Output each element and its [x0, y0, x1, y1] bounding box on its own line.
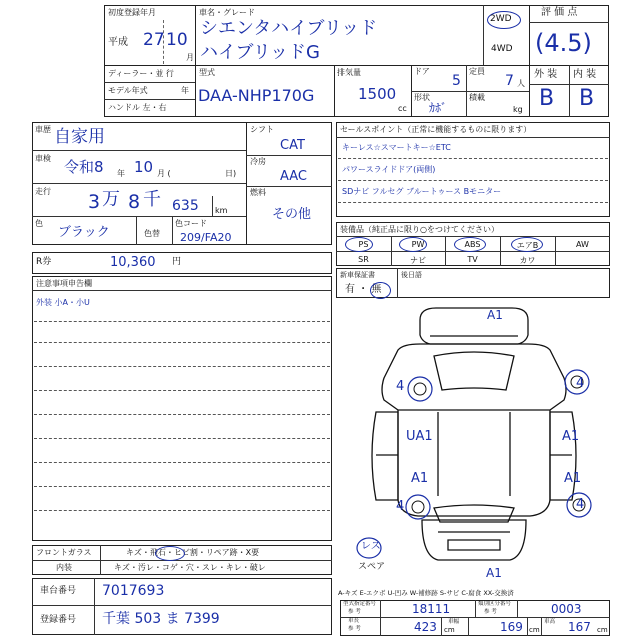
equip-label: 装備品（純正品に限り○をつけてください） [340, 225, 499, 234]
spare-label: スペア [358, 562, 386, 572]
mileage-v1: 3 [88, 191, 101, 213]
divider [569, 65, 570, 117]
spec-class-no-label: 類別区分番号 [478, 601, 512, 607]
divider [441, 617, 442, 636]
tire-front-right: 4 [576, 376, 585, 391]
divider [380, 600, 381, 636]
note-line [34, 462, 330, 463]
diagram-right-side: A1 [562, 429, 580, 444]
drive-2wd: 2WD [490, 14, 512, 24]
car-name: シエンタハイブリッド [200, 18, 378, 39]
divider [336, 137, 610, 138]
exterior-label: 外 装 [534, 69, 558, 80]
equip-navi: ナビ [410, 256, 426, 265]
spec-height-label: 車高 [544, 619, 556, 625]
divider [468, 617, 469, 636]
diagram-front-label: A1 [487, 308, 503, 322]
handle-label: ハンドル 左・右 [108, 103, 167, 112]
capacity-label: 定員 [469, 67, 485, 76]
windshield-text: キズ・飛石・ヒビ割・リペア跡・X要 [126, 548, 260, 557]
equip-ps-circle [345, 237, 373, 252]
capacity-value: 7 [505, 73, 514, 89]
equip-aw: AW [576, 240, 589, 249]
disp-label: 排気量 [337, 68, 361, 77]
recycle-box [32, 252, 332, 274]
disp-value: 1500 [358, 85, 397, 103]
sales-line [338, 180, 608, 181]
model-year-unit: 年 [181, 86, 189, 95]
warranty-circle [370, 282, 391, 299]
damage-legend: A-キズ E-エクボ U-凹み W-補修跡 S-サビ C-腐食 XX-交換済 [338, 589, 514, 597]
diagram-left-mid: A1 [411, 471, 429, 486]
divider [517, 600, 518, 617]
mileage-sen: 千 [143, 189, 161, 210]
sales-label: セールスポイント（正常に機能するものに限ります） [340, 125, 532, 134]
disp-unit: cc [398, 104, 407, 113]
first-reg-year: 27 [143, 30, 165, 50]
equip-airbag-circle [511, 237, 543, 252]
equip-abs: ABS [464, 240, 481, 249]
first-reg-label: 初度登録年月 [108, 8, 156, 17]
shift-label: シフト [250, 125, 274, 134]
sales-item-1: キーレス☆スマートキー☆ETC [342, 143, 451, 152]
usage-label: 車歴 [35, 125, 51, 134]
capacity-unit: 人 [517, 79, 525, 88]
color-value: ブラック [58, 225, 110, 240]
note-line [34, 390, 330, 391]
inspection-year-unit: 年 [117, 169, 125, 178]
divider [466, 65, 467, 91]
first-reg-month-unit: 月 [186, 53, 194, 62]
equip-abs-circle [454, 237, 486, 252]
divider [411, 91, 530, 92]
car-grade: ハイブリッドG [200, 42, 320, 63]
divider [136, 216, 137, 245]
spare-text: レス [361, 541, 381, 552]
notes-text: 外装 小A・小U [36, 298, 90, 307]
spec-ref-1: 参 考 [348, 609, 361, 615]
color-code: 209/FA20 [180, 231, 232, 244]
spec-width-label: 車幅 [448, 619, 460, 625]
first-reg-era: 平成 [108, 37, 128, 48]
fuel-value: その他 [272, 207, 312, 222]
spec-width-unit: cm [529, 626, 540, 634]
divider [529, 84, 609, 85]
divider [32, 150, 247, 151]
spec-model-no-label: 型式指定番号 [343, 601, 377, 607]
divider [397, 268, 398, 298]
spec-ref-2: 参 考 [484, 609, 497, 615]
recycle-label: R券 [36, 257, 52, 267]
note-line [34, 321, 330, 322]
fuel-label: 燃料 [250, 188, 266, 197]
spec-class-no: 0003 [551, 602, 582, 616]
sales-item-3: SDナビ フルセグ ブルートゥース Bモニター [342, 187, 502, 196]
spec-length: 423 [414, 620, 437, 634]
record-label: 後日語 [401, 271, 422, 279]
tire-rear-left: 4 [396, 499, 405, 514]
model-label: 型式 [199, 68, 215, 77]
divider [32, 605, 332, 606]
divider [246, 155, 332, 156]
shape-value: ｶﾎﾞ [429, 101, 448, 115]
equip-ps: PS [358, 240, 369, 249]
grade-score: (4.5) [535, 29, 592, 57]
divider [466, 91, 467, 117]
shape-label: 形状 [414, 93, 430, 102]
note-line [34, 438, 330, 439]
divider [32, 183, 247, 184]
chassis-label: 車台番号 [40, 586, 77, 596]
shift-value: CAT [280, 138, 305, 153]
divider [32, 560, 332, 561]
chassis-value: 7017693 [102, 583, 165, 599]
divider [104, 82, 196, 83]
interior-label: 内 装 [573, 69, 597, 80]
recycle-unit: 円 [172, 257, 182, 267]
divider [32, 216, 247, 217]
door-value: 5 [452, 73, 461, 89]
warranty-value: 有 ・ 無 [345, 284, 382, 295]
spec-height-unit: cm [597, 626, 608, 634]
first-reg-month: 10 [166, 30, 188, 50]
notes-label: 注意事項申告欄 [36, 279, 92, 288]
interior-cond-text: キズ・汚レ・コゲ・穴・スレ・キレ・破レ [114, 563, 266, 572]
aircon-label: 冷房 [250, 157, 266, 166]
mileage-v3: 635 [172, 198, 199, 214]
spec-model-no: 18111 [412, 602, 451, 616]
inspection-month: 10 [134, 158, 154, 176]
inspection-label: 車検 [35, 154, 51, 163]
inspection-era: 令和8 [64, 158, 104, 176]
divider [104, 99, 196, 100]
windshield-label: フロントガラス [36, 548, 92, 557]
dealer-label: ディーラー・並 行 [108, 69, 174, 78]
note-line [34, 366, 330, 367]
inspection-day-unit: 日) [225, 169, 237, 178]
drive-4wd: 4WD [491, 44, 513, 54]
divider [246, 186, 332, 187]
exterior-value: B [539, 86, 555, 111]
diagram-left-side: UA1 [406, 429, 433, 444]
recycle-value: 10,360 [110, 255, 156, 270]
mileage-man: 万 [102, 189, 120, 210]
warranty-label: 新車保証書 [340, 271, 375, 279]
aircon-value: AAC [280, 169, 307, 184]
divider [212, 196, 213, 216]
windshield-circle [155, 546, 185, 561]
tire-rear-right: 4 [576, 497, 585, 512]
notes-box [32, 276, 332, 541]
divider [475, 600, 476, 617]
load-unit: kg [513, 105, 523, 114]
inspection-month-unit: 月 ( [157, 169, 171, 178]
equip-tv: TV [467, 255, 478, 264]
spec-width: 169 [500, 620, 523, 634]
note-line [34, 414, 330, 415]
note-line [34, 486, 330, 487]
equip-pw: PW [411, 240, 425, 249]
note-line [34, 342, 330, 343]
spec-length-unit: cm [444, 626, 455, 634]
note-line [34, 510, 330, 511]
color-code-label: 色コード [175, 219, 207, 228]
diagram-right-mid: A1 [564, 471, 582, 486]
color-label: 色 [35, 219, 43, 228]
grade-label: 評 価 点 [541, 7, 578, 18]
load-label: 積載 [469, 93, 485, 102]
divider [172, 216, 173, 245]
model-value: DAA-NHP170G [198, 86, 315, 105]
divider [541, 617, 542, 636]
sales-item-2: パワースライドドア(両側) [342, 165, 436, 174]
interior-cond-label: 内装 [56, 563, 72, 572]
divider [94, 578, 95, 635]
divider [483, 5, 484, 66]
divider [527, 617, 528, 636]
mileage-v2: 8 [128, 191, 141, 213]
plate-value: 千葉 503 ま 7399 [102, 611, 220, 627]
tire-front-left: 4 [396, 379, 405, 394]
spec-height: 167 [568, 620, 591, 634]
divider [32, 290, 332, 291]
divider [529, 22, 609, 23]
equip-airbag: エアB [516, 241, 539, 250]
model-year-label: モデル年式 [108, 86, 148, 95]
color-change-label: 色替 [144, 229, 160, 238]
usage-value: 自家用 [54, 127, 105, 147]
equip-leather: カワ [519, 256, 536, 265]
mileage-label: 走行 [35, 187, 51, 196]
sales-line [338, 158, 608, 159]
diagram-rear-label: A1 [486, 566, 502, 580]
spec-length-label: 車長 [348, 618, 360, 624]
spec-ref-3: 参 考 [348, 626, 361, 632]
car-name-label: 車名・グレード [199, 8, 255, 17]
door-label: ドア [414, 67, 430, 76]
plate-label: 登録番号 [40, 615, 77, 625]
equip-sr: SR [358, 255, 369, 264]
mileage-unit: km [215, 206, 228, 215]
divider [163, 20, 164, 64]
interior-value: B [579, 86, 595, 111]
equip-pw-circle [399, 237, 427, 252]
sales-line [338, 202, 608, 203]
